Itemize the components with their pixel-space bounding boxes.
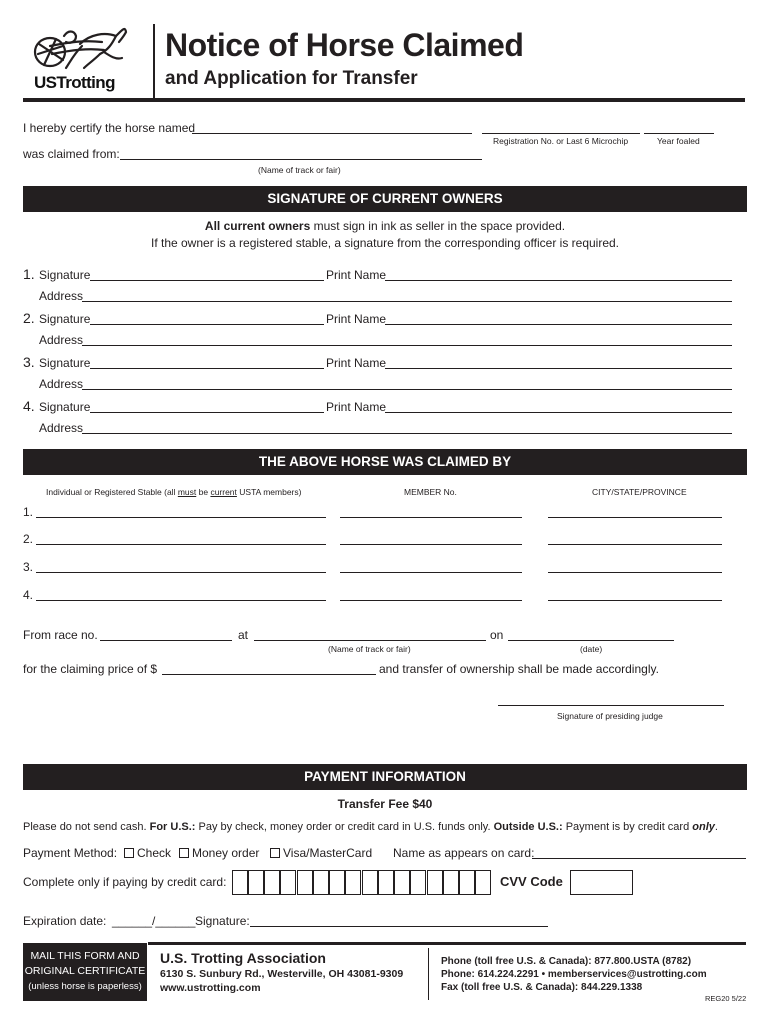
track-caption: (Name of track or fair): [258, 165, 341, 175]
cvv-field[interactable]: [570, 870, 633, 895]
payment-note-3: Payment is by credit card: [562, 821, 693, 833]
claimant-name-field[interactable]: [36, 517, 326, 518]
owner-address-field[interactable]: [82, 345, 732, 346]
card-digit-box[interactable]: [394, 870, 410, 895]
owner-signature-field[interactable]: [90, 280, 324, 281]
header-rule: [23, 98, 745, 102]
visa-label: Visa/MasterCard: [283, 846, 373, 860]
claimant-row-number: 4.: [23, 588, 34, 602]
owner-row-number: 1.: [23, 266, 35, 282]
race-date-field[interactable]: [508, 640, 674, 641]
owner-print-name-label: Print Name: [326, 400, 387, 414]
owners-instruction-2: If the owner is a registered stable, a signature from the corresponding officer is required.: [150, 236, 620, 250]
card-digit-box[interactable]: [362, 870, 378, 895]
footer-divider: [428, 948, 429, 1000]
owner-print-name-label: Print Name: [326, 268, 387, 282]
owners-instruction-1: [0, 219, 770, 233]
money-order-option[interactable]: [179, 846, 259, 860]
visa-checkbox[interactable]: [270, 848, 280, 858]
cvv-label: CVV Code: [500, 874, 563, 889]
page-title: Notice of Horse Claimed: [165, 27, 524, 63]
logo-text: USTrotting: [34, 73, 115, 92]
visa-option[interactable]: [270, 846, 372, 860]
header-divider: [153, 24, 155, 100]
owner-signature-label: Signature: [39, 400, 91, 414]
card-digit-box[interactable]: [313, 870, 329, 895]
claimant-member-no-field[interactable]: [340, 544, 522, 545]
mail-line-1: MAIL THIS FORM AND: [30, 950, 140, 962]
card-digit-box[interactable]: [297, 870, 313, 895]
race-no-field[interactable]: [100, 640, 232, 641]
footer-rule: [148, 942, 746, 945]
card-digit-box[interactable]: [410, 870, 426, 895]
from-race-label: From race no.: [23, 628, 98, 642]
payment-note-outside: Outside U.S.:: [493, 821, 563, 833]
owner-signature-field[interactable]: [90, 368, 324, 369]
card-digit-box[interactable]: [427, 870, 443, 895]
phone-toll-free: Phone (toll free U.S. & Canada): 877.800.USTA (8782): [441, 956, 692, 967]
owners-instruction-rest: must sign in ink as seller in the space provided.: [310, 219, 566, 233]
card-digit-box[interactable]: [248, 870, 264, 895]
transfer-fee: Transfer Fee $40: [337, 797, 433, 811]
claimant-city-field[interactable]: [548, 600, 722, 601]
owner-print-name-label: Print Name: [326, 312, 387, 326]
col1-must: must: [177, 487, 197, 497]
payment-note-2: Pay by check, money order or credit card in U.S. funds only.: [195, 821, 494, 833]
check-checkbox[interactable]: [124, 848, 134, 858]
mail-line-2: ORIGINAL CERTIFICATE: [24, 965, 146, 977]
on-label: on: [490, 628, 504, 642]
owner-row-number: 2.: [23, 310, 35, 326]
owner-address-field[interactable]: [82, 433, 732, 434]
page-subtitle: and Application for Transfer: [165, 68, 418, 89]
expiration-field[interactable]: ______/______: [112, 914, 196, 928]
owner-address-label: Address: [39, 421, 84, 435]
owner-signature-label: Signature: [39, 356, 91, 370]
card-digit-box[interactable]: [264, 870, 280, 895]
card-digit-box[interactable]: [378, 870, 394, 895]
race-date-caption: (date): [580, 644, 603, 654]
race-track-field[interactable]: [254, 640, 486, 641]
claimant-name-field[interactable]: [36, 572, 326, 573]
claimant-member-no-field[interactable]: [340, 517, 522, 518]
owner-print-name-field[interactable]: [385, 324, 732, 325]
claimant-member-no-field[interactable]: [340, 572, 522, 573]
transfer-text: and transfer of ownership shall be made accordingly.: [379, 662, 659, 676]
owner-row-number: 4.: [23, 398, 35, 414]
claimant-column-header: [46, 487, 301, 497]
card-digit-box[interactable]: [280, 870, 296, 895]
card-digit-box[interactable]: [459, 870, 475, 895]
certify-label: I hereby certify the horse named: [23, 121, 196, 135]
claimant-name-field[interactable]: [36, 544, 326, 545]
owner-address-label: Address: [39, 377, 84, 391]
owner-print-name-field[interactable]: [385, 280, 732, 281]
col1-pre: Individual or Registered Stable (all: [46, 487, 178, 497]
claimant-row-number: 2.: [23, 532, 34, 546]
claimant-row-number: 3.: [23, 560, 34, 574]
fax: Fax (toll free U.S. & Canada): 844.229.1338: [441, 982, 643, 993]
claimant-member-no-field[interactable]: [340, 600, 522, 601]
name-on-card-field[interactable]: [532, 858, 746, 859]
credit-card-label: Complete only if paying by credit card:: [23, 875, 227, 889]
claimant-name-field[interactable]: [36, 600, 326, 601]
org-name: U.S. Trotting Association: [160, 950, 326, 966]
owner-signature-label: Signature: [39, 312, 91, 326]
owner-signature-field[interactable]: [90, 412, 324, 413]
owners-section-heading: SIGNATURE OF CURRENT OWNERS: [23, 186, 747, 212]
owner-signature-label: Signature: [39, 268, 91, 282]
money-order-label: Money order: [192, 846, 260, 860]
payment-signature-field[interactable]: [250, 926, 548, 927]
claimed-from-label: was claimed from:: [23, 147, 120, 161]
card-digit-box[interactable]: [329, 870, 345, 895]
claimant-city-field[interactable]: [548, 544, 722, 545]
claiming-price-label: for the claiming price of $: [23, 662, 158, 676]
name-on-card-label: Name as appears on card:: [393, 846, 535, 860]
at-label: at: [238, 628, 249, 642]
owner-print-name-field[interactable]: [385, 368, 732, 369]
judge-signature-field[interactable]: [498, 705, 724, 706]
card-digit-box[interactable]: [232, 870, 248, 895]
owner-address-label: Address: [39, 289, 84, 303]
org-website[interactable]: www.ustrotting.com: [160, 982, 261, 994]
payment-note-only: only: [692, 821, 715, 833]
card-digit-box[interactable]: [475, 870, 491, 895]
race-track-caption: (Name of track or fair): [328, 644, 411, 654]
year-foaled-caption: Year foaled: [657, 136, 700, 146]
owner-address-field[interactable]: [82, 301, 732, 302]
owner-row-number: 3.: [23, 354, 35, 370]
owner-address-label: Address: [39, 333, 84, 347]
claiming-price-field[interactable]: [162, 674, 376, 675]
mail-line-3: (unless horse is paperless): [28, 981, 142, 992]
org-address: 6130 S. Sunbury Rd., Westerville, OH 43081-9309: [160, 968, 404, 980]
payment-method-label: Payment Method:: [23, 846, 118, 860]
claimed-from-field[interactable]: [120, 159, 482, 160]
registration-caption: Registration No. or Last 6 Microchip: [493, 136, 629, 146]
claimant-city-field[interactable]: [548, 517, 722, 518]
card-digit-box[interactable]: [345, 870, 361, 895]
col1-current: current: [210, 487, 237, 497]
claimed-section-heading: THE ABOVE HORSE WAS CLAIMED BY: [23, 449, 747, 475]
owner-print-name-label: Print Name: [326, 356, 387, 370]
payment-note-4: .: [714, 821, 718, 833]
money-order-checkbox[interactable]: [179, 848, 189, 858]
mail-instructions-box: [23, 943, 147, 1001]
payment-signature-label: Signature:: [195, 914, 250, 928]
check-label: Check: [137, 846, 172, 860]
payment-note-us: For U.S.:: [149, 821, 196, 833]
horse-name-field[interactable]: [192, 133, 472, 134]
col1-be: be: [196, 487, 211, 497]
phone-email: Phone: 614.224.2291 • memberservices@ustrotting.com: [441, 969, 707, 980]
expiration-label: Expiration date:: [23, 914, 107, 928]
claimant-row-number: 1.: [23, 505, 34, 519]
payment-section-heading: PAYMENT INFORMATION: [23, 764, 747, 790]
year-foaled-field[interactable]: [644, 133, 714, 134]
payment-note: [23, 821, 718, 833]
owner-print-name-field[interactable]: [385, 412, 732, 413]
card-digit-box[interactable]: [443, 870, 459, 895]
owner-signature-field[interactable]: [90, 324, 324, 325]
judge-signature-caption: Signature of presiding judge: [557, 711, 663, 721]
check-option[interactable]: [124, 846, 171, 860]
owner-address-field[interactable]: [82, 389, 732, 390]
owners-instruction-bold: All current owners: [204, 219, 311, 233]
claimant-city-field[interactable]: [548, 572, 722, 573]
member-no-column-header: MEMBER No.: [404, 487, 457, 497]
payment-note-1: Please do not send cash.: [23, 821, 150, 833]
city-column-header: CITY/STATE/PROVINCE: [592, 487, 687, 497]
form-code: REG20 5/22: [705, 994, 747, 1003]
registration-no-field[interactable]: [482, 133, 640, 134]
col1-post: USTA members): [236, 487, 302, 497]
